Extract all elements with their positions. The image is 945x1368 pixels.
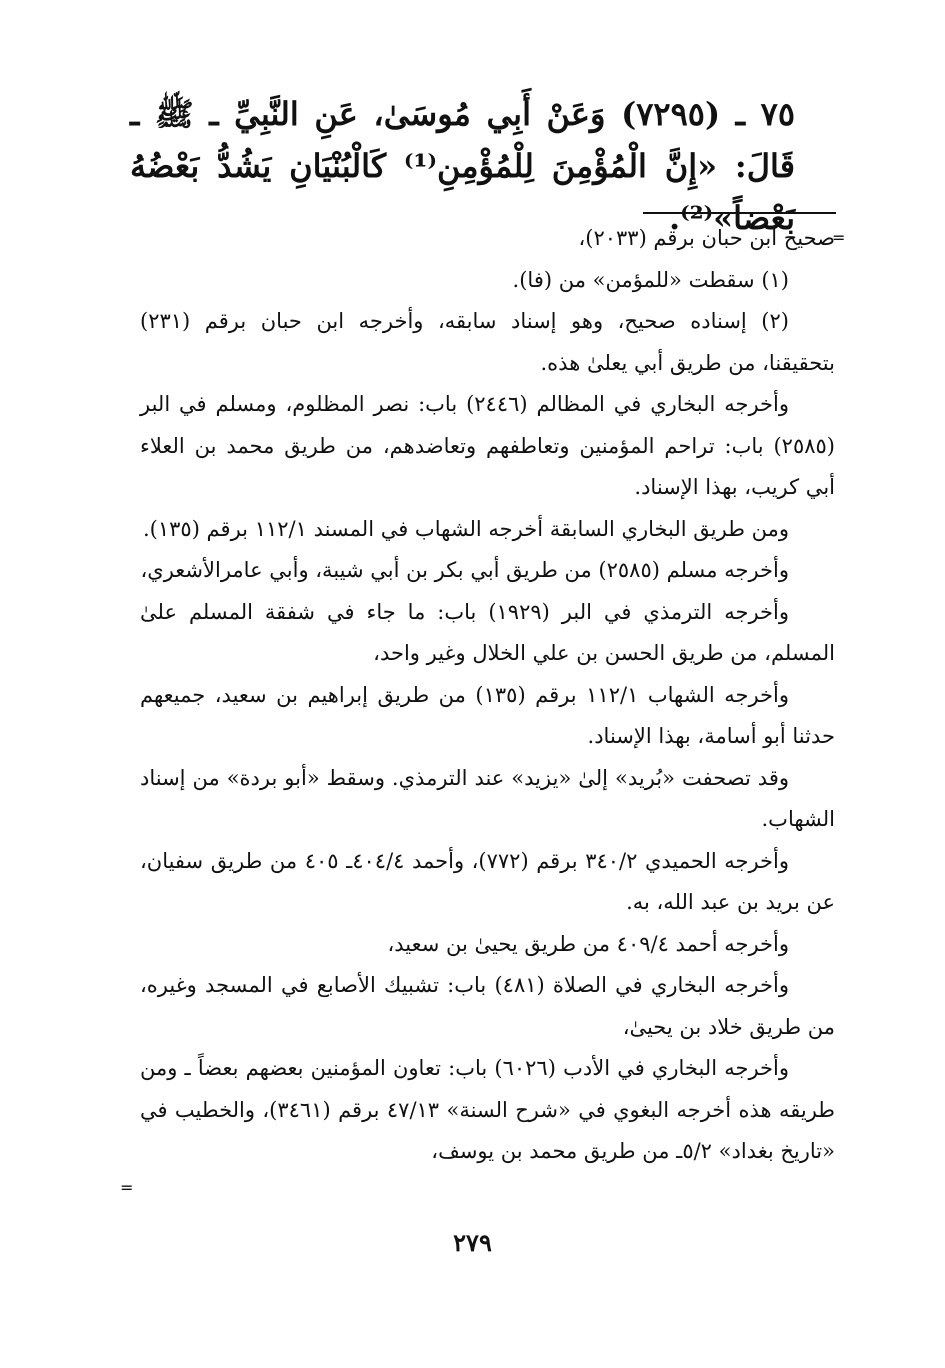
footnote-paragraph: وقد تصحفت «بُريد» إلىٰ «يزيد» عند الترمذي. وسقط «أبو بردة» من إسناد الشهاب. (140, 765, 835, 831)
footnote-paragraph: وأخرجه مسلم (٢٥٨٥) من طريق أبي بكر بن أبي شيبة، وأبي عامرالأشعري، (140, 558, 789, 582)
footnote-1: (١) سقطت «للمؤمن» من (فا). (512, 267, 789, 292)
footnote-paragraph: وأخرجه البخاري في الصلاة (٤٨١) باب: تشبيك الأصابع في المسجد وغيره، من طريق خلاد بن يحيىٰ، (140, 973, 835, 1039)
footnote-paragraph: وأخرجه الشهاب ١١٢/١ برقم (١٣٥) من طريق إبراهيم بن سعيد، جميعهم حدثنا أبو أسامة، بهذا الإسناد. (140, 682, 835, 748)
footnote-2: (٢) إسناده صحيح، وهو إسناد سابقه، وأخرجه ابن حبان برقم (٢٣١) بتحقيقنا، من طريق أبي يعلىٰ هذه. (140, 309, 835, 375)
footnote-separator-rule (643, 212, 836, 214)
footnote-continuation: صحيح ابن حبان برقم (٢٠٣٣)، (578, 226, 835, 250)
footnote-paragraph: وأخرجه البخاري في المظالم (٢٤٤٦) باب: نصر المظلوم، ومسلم في البر (٢٥٨٥) باب: تراحم المؤمنين وتعاطفهم وتعاضدهم، من طريق محمد بن العلاء أبي كريب، بهذا الإسناد. (140, 392, 835, 499)
hadith-body: وَعَنْ أَبِي مُوسَىٰ، عَنِ النَّبِيِّ ـ ﷺ ـ قَالَ: «إِنَّ الْمُؤْمِنَ لِلْمُؤْمِنِ⁽¹⁾ كَالْبُنْيَانِ يَشُدُّ بَعْضُهُ بَعْضاً»⁽²⁾. (130, 95, 796, 237)
footnote-paragraph: وأخرجه البخاري في الأدب (٦٠٢٦) باب: تعاون المؤمنين بعضهم بعضاً ـ ومن طريقه هذه أخرجه البغوي في «شرح السنة» ٤٧/١٣ برقم (٣٤٦١)، والخطيب في «تاريخ بغداد» ٥/٢ـ من طريق محمد بن يوسف، (140, 1056, 835, 1163)
page-number: ٢٧٩ (453, 1228, 492, 1257)
footnote-paragraph: وأخرجه الترمذي في البر (١٩٢٩) باب: ما جاء في شفقة المسلم علىٰ المسلم، من طريق الحسن بن علي الخلال وغير واحد، (140, 599, 835, 665)
hadith-number: ٧٥ ـ (٧٢٩٥) (621, 95, 796, 133)
footnote-end-marker: = (120, 1178, 134, 1197)
footnote-paragraph: وأخرجه أحمد ٤٠٩/٤ من طريق يحيىٰ بن سعيد، (387, 931, 789, 956)
footnote-continuation-marker: = (832, 228, 846, 247)
footnote-paragraph: ومن طريق البخاري السابقة أخرجه الشهاب في المسند ١١٢/١ برقم (١٣٥). (142, 516, 789, 541)
footnotes-block (140, 218, 835, 1173)
footnote-paragraph: وأخرجه الحميدي ٣٤٠/٢ برقم (٧٧٢)، وأحمد ٤٠٤/٤ـ ٤٠٥ من طريق سفيان، عن بريد بن عبد الله، به. (140, 848, 835, 914)
